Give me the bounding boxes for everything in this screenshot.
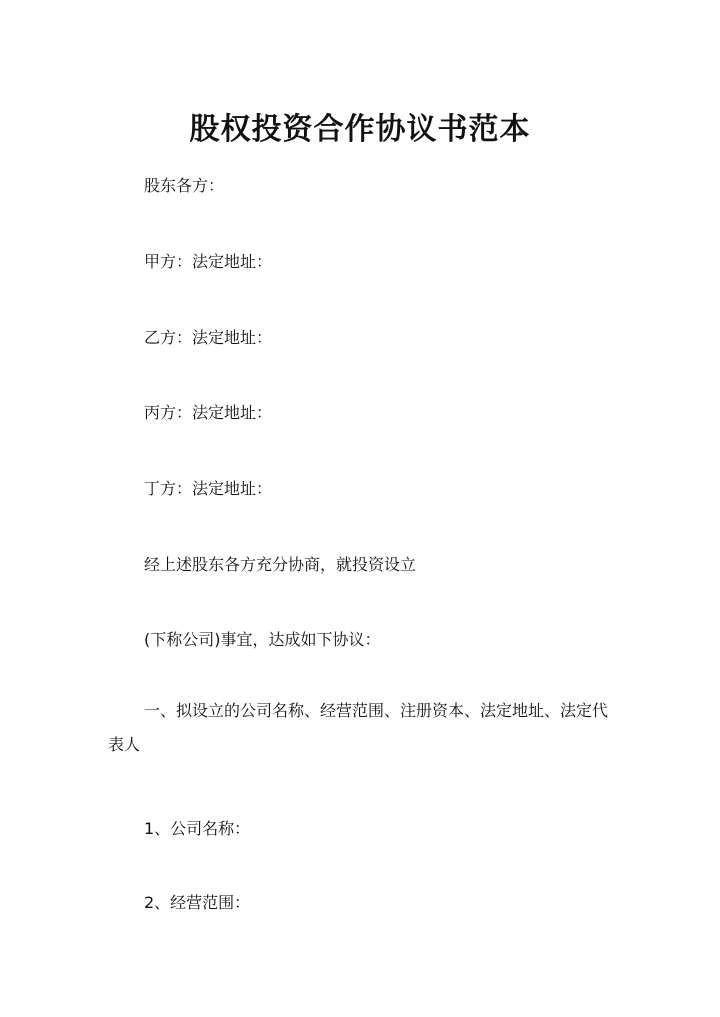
paragraph-party-d: 丁方：法定地址：	[144, 479, 273, 498]
item-business-scope: 2、经营范围：	[144, 893, 251, 912]
paragraph-party-c: 丙方：法定地址：	[144, 403, 273, 422]
paragraph-negotiation: 经上述股东各方充分协商，就投资设立	[144, 555, 417, 574]
paragraph-shareholders: 股东各方：	[144, 176, 225, 195]
section-one-heading: 一、拟设立的公司名称、经营范围、注册资本、法定地址、法定代表人	[108, 701, 609, 754]
item-company-name: 1、公司名称：	[144, 819, 251, 838]
paragraph-party-a: 甲方：法定地址：	[144, 252, 273, 271]
document-title: 股权投资合作协议书范本	[189, 112, 531, 147]
paragraph-agreement-intro: (下称公司)事宜，达成如下协议：	[144, 630, 381, 649]
paragraph-party-b: 乙方：法定地址：	[144, 328, 273, 347]
